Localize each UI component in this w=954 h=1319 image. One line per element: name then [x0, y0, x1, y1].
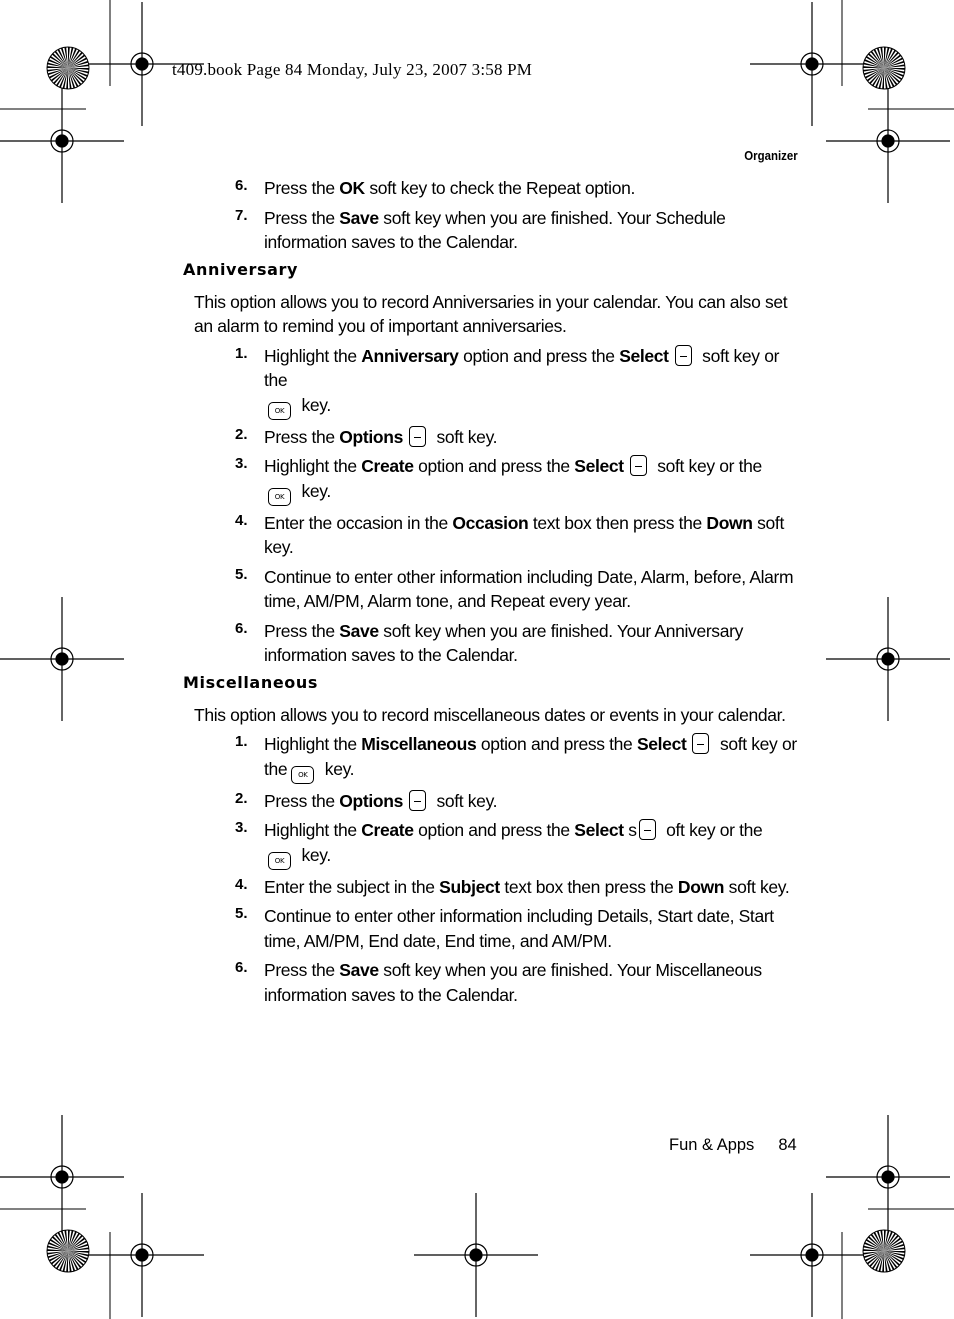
- step-number: 2.: [235, 789, 248, 807]
- left-soft-key-icon: [409, 426, 426, 447]
- step-text: Highlight the: [264, 734, 362, 754]
- section-heading-miscellaneous: Miscellaneous: [183, 672, 318, 692]
- step-text: Highlight the: [264, 345, 362, 366]
- step-keyword: Select: [636, 734, 687, 754]
- step-keyword: Down: [677, 876, 725, 897]
- step-number: 3.: [235, 455, 248, 472]
- left-soft-key-icon: [675, 345, 692, 366]
- ok-key-icon: OK: [268, 488, 291, 506]
- step-text: Press the: [264, 790, 340, 811]
- step-number: 6.: [235, 959, 248, 976]
- list-item: [183, 344, 803, 420]
- left-soft-key-icon: [639, 819, 656, 840]
- step-text: soft key.: [264, 512, 784, 557]
- step-keyword: Select: [574, 456, 624, 476]
- step-keyword: OK: [339, 178, 365, 198]
- star-target-icon: [47, 1230, 89, 1272]
- step-number: 5.: [235, 565, 248, 583]
- crosshair-mark-icon: [826, 597, 950, 721]
- section-intro: This option allows you to record miscellaneous dates or events in your calendar.: [194, 704, 786, 725]
- step-text: Continue to enter other information including Details, Start date, Start time, AM/PM, End date, End time, and AM/PM.: [264, 906, 774, 951]
- star-target-icon: [863, 1230, 905, 1272]
- step-text: Enter the subject in the: [264, 876, 440, 897]
- step-text: option and press the: [458, 345, 620, 366]
- left-soft-key-icon: [630, 455, 647, 476]
- ok-key-icon: OK: [268, 402, 291, 420]
- crosshair-mark-icon: [826, 79, 950, 203]
- step-text: soft key.: [724, 876, 790, 897]
- step-text: soft key or the: [264, 345, 780, 390]
- list-item: [183, 206, 803, 255]
- step-keyword: Subject: [439, 876, 500, 897]
- step-keyword: Save: [339, 960, 379, 980]
- step-text: Press the: [264, 178, 340, 198]
- step-text: Highlight the: [264, 820, 362, 840]
- step-text: soft key or the: [652, 456, 762, 476]
- page-number: 84: [778, 1136, 797, 1154]
- step-text: Continue to enter other information including Date, Alarm, before, Alarm time, AM/PM, Alarm tone, and Repeat every year.: [264, 566, 794, 611]
- ok-key-icon: OK: [291, 766, 314, 784]
- section-heading-anniversary: Anniversary: [183, 259, 299, 279]
- step-number: 6.: [235, 177, 248, 194]
- step-text: soft key.: [431, 426, 498, 447]
- step-number: 4.: [235, 875, 248, 893]
- step-number: 1.: [235, 344, 248, 362]
- list-item: [183, 619, 803, 668]
- step-number: 5.: [235, 905, 248, 922]
- crosshair-mark-icon: [0, 79, 124, 203]
- step-keyword: Miscellaneous: [361, 734, 477, 754]
- list-item: [183, 875, 803, 900]
- left-soft-key-icon: [692, 733, 709, 754]
- step-keyword: Save: [339, 207, 379, 228]
- section-header: Organizer: [744, 148, 798, 163]
- step-keyword: Save: [339, 620, 379, 641]
- step-text: key.: [320, 758, 355, 779]
- step-keyword: Down: [706, 512, 753, 533]
- left-soft-key-icon: [409, 790, 426, 811]
- step-text: option and press the: [413, 820, 575, 840]
- footer-section-name: Fun & Apps: [669, 1136, 755, 1154]
- step-text: soft key.: [431, 790, 498, 811]
- step-number: 2.: [235, 425, 248, 443]
- list-item: [183, 732, 803, 784]
- crosshair-mark-icon: [0, 1115, 124, 1239]
- step-number: 6.: [235, 619, 248, 637]
- step-text: soft key when you are finished. Your Anniversary information saves to the Calendar.: [264, 620, 743, 665]
- list-item: [183, 454, 803, 506]
- list-item: [183, 789, 803, 814]
- step-text: soft key when you are finished. Your Miscellaneous information saves to the Calendar.: [264, 960, 762, 1005]
- step-text: Enter the occasion in the: [264, 512, 453, 533]
- step-keyword: Select: [619, 345, 669, 366]
- step-text: key.: [297, 480, 331, 501]
- page-content: [183, 176, 803, 1012]
- crosshair-mark-icon: [0, 597, 124, 721]
- page-footer: [669, 1136, 797, 1155]
- star-target-icon: [47, 47, 89, 89]
- step-text: Press the: [264, 207, 340, 228]
- list-item: [183, 818, 803, 870]
- step-text: s: [623, 820, 637, 840]
- step-text: oft key or the: [661, 820, 763, 840]
- crosshair-mark-icon: [80, 1193, 204, 1317]
- crosshair-mark-icon: [750, 1193, 874, 1317]
- step-number: 3.: [235, 819, 248, 836]
- step-text: key.: [297, 394, 331, 415]
- list-item: [183, 511, 803, 560]
- book-header: t409.book Page 84 Monday, July 23, 2007 3:58 PM: [172, 60, 533, 79]
- step-text: option and press the: [476, 734, 637, 754]
- crosshair-mark-icon: [750, 2, 874, 126]
- step-text: Press the: [264, 620, 340, 641]
- step-text: text box then press the: [499, 876, 678, 897]
- star-target-icon: [863, 47, 905, 89]
- list-item: [183, 425, 803, 450]
- step-keyword: Anniversary: [361, 345, 459, 366]
- step-text: soft key to check the Repeat option.: [364, 178, 635, 198]
- step-keyword: Create: [361, 456, 414, 476]
- step-text: soft key or: [715, 734, 797, 754]
- list-item: [183, 176, 803, 201]
- step-keyword: Create: [361, 820, 414, 840]
- step-text: option and press the: [413, 456, 575, 476]
- crosshair-mark-icon: [826, 1115, 950, 1239]
- step-text: Highlight the: [264, 456, 362, 476]
- list-item: [183, 904, 803, 953]
- step-text: Press the: [264, 426, 340, 447]
- step-text: the: [264, 758, 288, 779]
- step-text: text box then press the: [528, 512, 707, 533]
- ok-key-icon: OK: [268, 852, 291, 870]
- step-text: Press the: [264, 960, 340, 980]
- section-intro: This option allows you to record Anniversaries in your calendar. You can also set an alarm to remind you of important anniversaries.: [194, 291, 788, 336]
- step-keyword: Options: [339, 426, 403, 447]
- step-keyword: Occasion: [452, 512, 529, 533]
- step-number: 1.: [235, 733, 248, 750]
- list-item: [183, 565, 803, 614]
- step-keyword: Options: [339, 790, 403, 811]
- step-text: soft key when you are finished. Your Schedule information saves to the Calendar.: [264, 207, 726, 252]
- step-keyword: Select: [574, 820, 624, 840]
- list-item: [183, 958, 803, 1007]
- step-text: key.: [297, 844, 331, 865]
- step-number: 4.: [235, 511, 248, 529]
- crosshair-mark-icon: [414, 1193, 538, 1317]
- step-number: 7.: [235, 206, 248, 224]
